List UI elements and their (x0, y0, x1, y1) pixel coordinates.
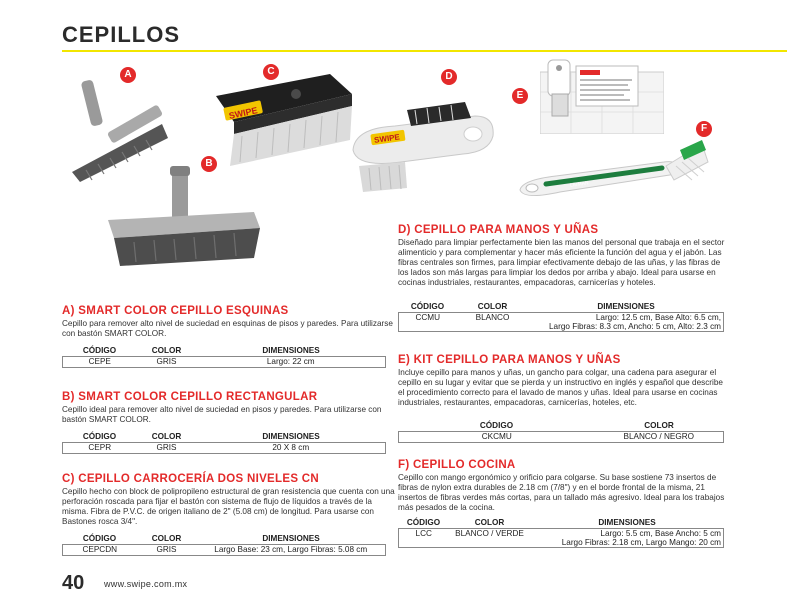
product-image-b (104, 162, 264, 272)
section-description: Incluye cepillo para manos y uñas, un gancho para colgar, una cadena para asegurar el cepillo en su lugar y evitar que se pierda y un instructivo en inglés y español que describe el procedimiento correcto para el lavado de manos y uñas. Ideal para usarse en cocinas industriales, restaurantes, empacadoras, carnicerías, hoteles, etc. (398, 368, 723, 407)
dimension-line-1: Largo: 5.5 cm, Base Ancho: 5 cm (600, 529, 721, 538)
header-color: COLOR (151, 534, 182, 543)
cell-dimensions: Largo: 22 cm (197, 357, 386, 368)
cell-color: BLANCO / NEGRO (595, 432, 724, 443)
section-b (62, 391, 397, 425)
section-a (62, 305, 397, 339)
product-image-e (540, 58, 664, 134)
table-row (63, 357, 386, 368)
product-image-f (516, 136, 712, 206)
product-image-d (345, 88, 497, 194)
spec-table-b (62, 431, 386, 454)
header-dimensions: DIMENSIONES (262, 346, 320, 355)
header-code: CÓDIGO (406, 518, 441, 527)
section-title: A) SMART COLOR CEPILLO ESQUINAS (62, 305, 289, 317)
section-title: C) CEPILLO CARROCERÍA DOS NIVELES CN (62, 473, 319, 485)
section-e (398, 354, 728, 408)
table-row (63, 545, 386, 556)
table-row (63, 443, 386, 454)
cell-color: BLANCO (457, 313, 529, 332)
marker-e: E (512, 88, 528, 104)
product-image-c (212, 70, 358, 170)
svg-text:SWIPE: SWIPE (373, 132, 401, 145)
page-title: CEPILLOS (62, 22, 181, 47)
section-title: D) CEPILLO PARA MANOS Y UÑAS (398, 224, 599, 236)
cell-code: CEPCDN (63, 545, 137, 556)
cell-code: LCC (399, 529, 449, 548)
website-url: www.swipe.com.mx (104, 579, 188, 589)
cell-dimensions (531, 529, 724, 548)
dimension-line-2: Largo Fibras: 2.18 cm, Largo Mango: 20 cm (561, 538, 721, 547)
header-color: COLOR (644, 421, 674, 430)
section-description: Cepillo para remover alto nivel de suciedad en esquinas de pisos y paredes. Para utilizarse con bastón SMART COLOR. (62, 319, 393, 338)
header-dimensions: DIMENSIONES (262, 534, 320, 543)
page-number: 40 (62, 572, 85, 594)
cell-dimensions: Largo Base: 23 cm, Largo Fibras: 5.08 cm (197, 545, 386, 556)
header-code: CÓDIGO (82, 432, 117, 441)
marker-c: C (263, 64, 279, 80)
dimension-line-1: Largo: 12.5 cm, Base Alto: 6.5 cm, (595, 313, 721, 322)
cell-dimensions (529, 313, 724, 332)
dimension-line-2: Largo Fibras: 8.3 cm, Ancho: 5 cm, Alto: 2.3 cm (548, 322, 721, 331)
section-title: E) KIT CEPILLO PARA MANOS Y UÑAS (398, 354, 621, 366)
table-row (399, 432, 724, 443)
title-rule (62, 50, 787, 52)
section-title: B) SMART COLOR CEPILLO RECTANGULAR (62, 391, 318, 403)
table-row (399, 529, 724, 548)
header-dimensions: DIMENSIONES (597, 302, 655, 311)
header-code: CÓDIGO (479, 421, 514, 430)
spec-table-f (398, 517, 724, 548)
cell-code: CEPE (63, 357, 137, 368)
section-f (398, 459, 728, 513)
header-code: CÓDIGO (410, 302, 445, 311)
cell-color: GRIS (137, 545, 197, 556)
section-description: Cepillo hecho con block de polipropileno estructural de gran resistencia que cuenta con una perforación roscada para fijar el bastón con sistema de flujo de líquidos a través de la misma. Fibra de P.V.C. de origen italiano de 2" (5.08 cm) de longitud. Para usarse con Bastones rosca 3/4". (62, 487, 395, 526)
section-d (398, 224, 728, 288)
cell-color: BLANCO / VERDE (449, 529, 531, 548)
section-c (62, 473, 397, 527)
header-dimensions: DIMENSIONES (262, 432, 320, 441)
marker-f: F (696, 121, 712, 137)
cell-color: GRIS (137, 357, 197, 368)
marker-d: D (441, 69, 457, 85)
section-description: Diseñado para limpiar perfectamente bien las manos del personal que trabaja en el sector alimenticio y para complementar y hacer más eficiente la función del agua y el jabón. Las fibras centrales son firmes, para limpiar efectivamente debajo de las uñas, y las fibras de los lados son más largas para limpiar los dedos por arriba y abajo. Ideal para usarse en cocinas industriales, restaurantes, empacadoras, carnicerías y hoteles. (398, 238, 725, 287)
section-description: Cepillo con mango ergonómico y orificio para colgarse. Su base sostiene 73 insertos de fibras de nylon extra durables de 2.18 cm (7/8") y en el borde frontal de la misma, 21 insertos de fibras verdes más cortas, para un tallado más agresivo. Ideal para los trabajos más pesados de la cocina. (398, 473, 725, 512)
cell-code: CCMU (399, 313, 457, 332)
marker-b: B (201, 156, 217, 172)
section-description: Cepillo ideal para remover alto nivel de suciedad en pisos y paredes. Para utilizarse con bastón SMART COLOR. (62, 405, 382, 424)
header-color: COLOR (477, 302, 508, 311)
header-color: COLOR (151, 346, 182, 355)
libman-label: LIBMAN (569, 180, 590, 189)
spec-table-d (398, 301, 724, 332)
spec-table-e (398, 420, 724, 443)
header-code: CÓDIGO (82, 346, 117, 355)
table-row (399, 313, 724, 332)
svg-text:SWIPE: SWIPE (227, 105, 259, 121)
cell-code: CKCMU (399, 432, 595, 443)
marker-a: A (120, 67, 136, 83)
spec-table-a (62, 345, 386, 368)
header-color: COLOR (151, 432, 182, 441)
header-code: CÓDIGO (82, 534, 117, 543)
header-color: COLOR (474, 518, 505, 527)
cell-color: GRIS (137, 443, 197, 454)
cell-code: CEPR (63, 443, 137, 454)
spec-table-c (62, 533, 386, 556)
cell-dimensions: 20 X 8 cm (197, 443, 386, 454)
section-title: F) CEPILLO COCINA (398, 459, 516, 471)
header-dimensions: DIMENSIONES (598, 518, 656, 527)
